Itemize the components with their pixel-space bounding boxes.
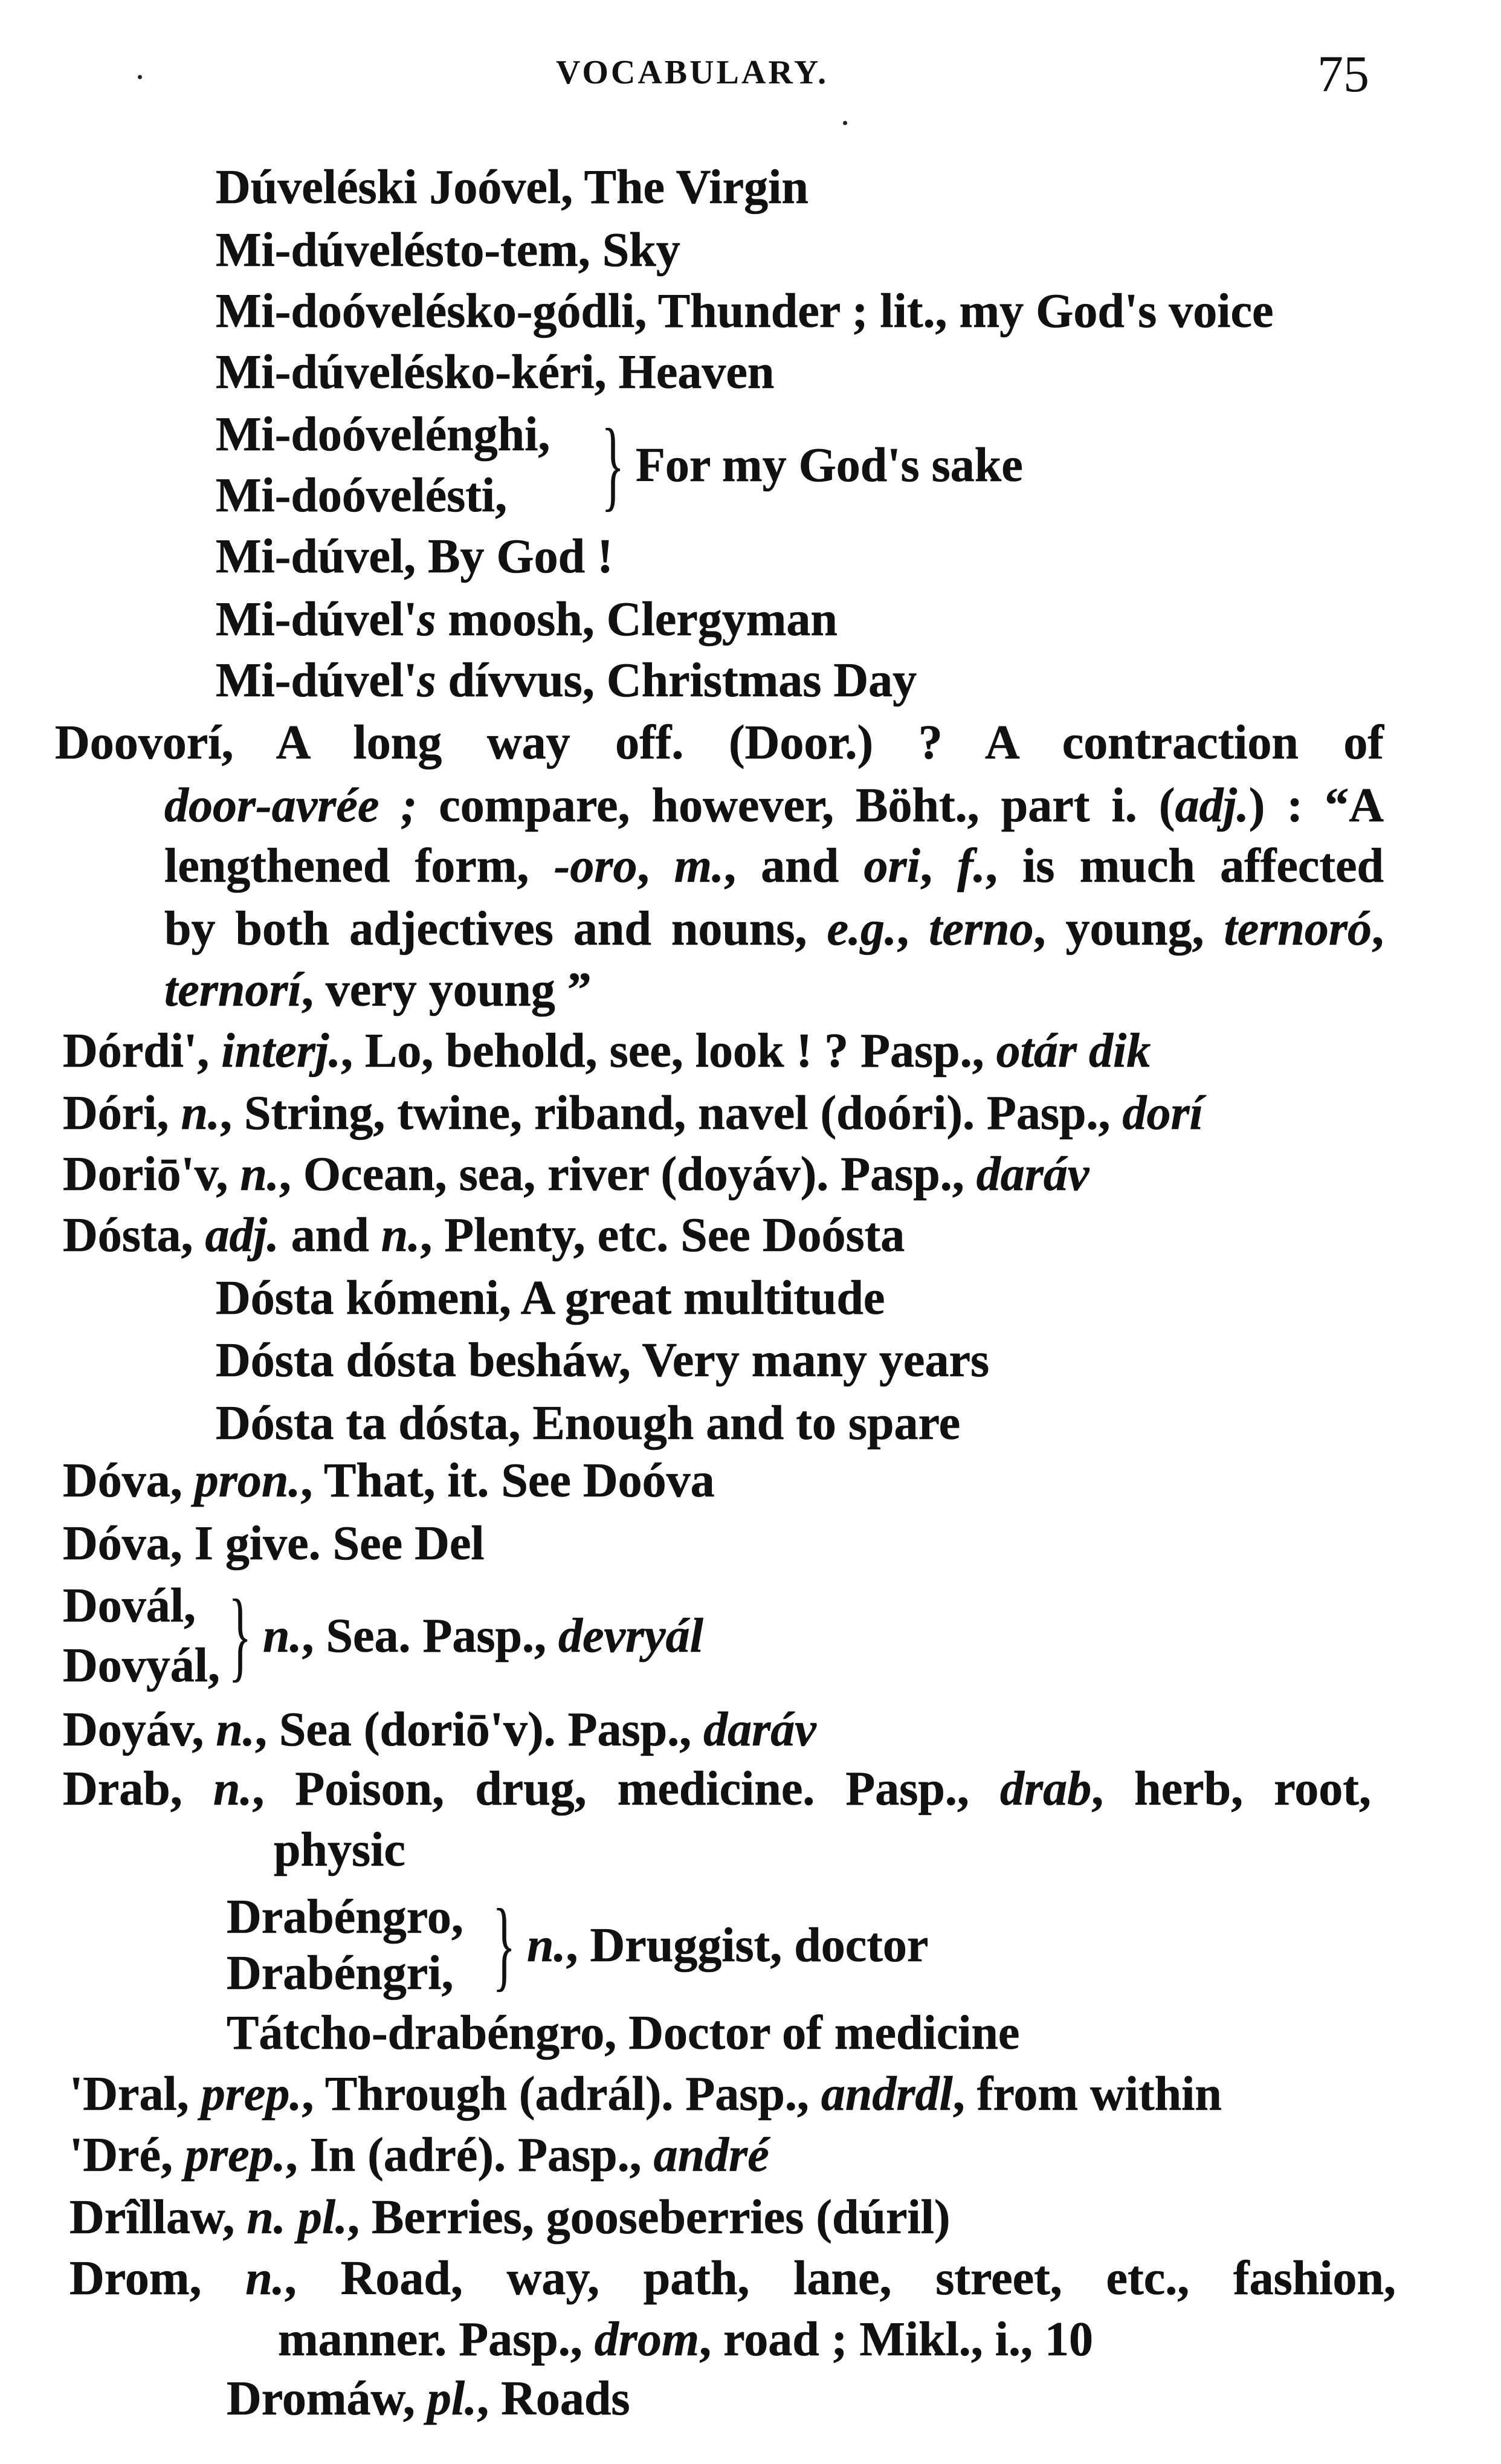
italic-text: ternorí [164, 963, 302, 1017]
text: , Through (adrál). Pasp., [302, 2068, 821, 2121]
italic-text: prep. [185, 2129, 286, 2182]
running-title: VOCABULARY. [556, 54, 829, 91]
entry-line [216, 342, 774, 403]
brace-glyph: } [601, 409, 625, 521]
text: , [637, 839, 674, 893]
italic-text: ternoró [1224, 902, 1372, 956]
italic-text: n. [216, 1703, 255, 1756]
text: For my God's sake [636, 438, 1023, 492]
entry-gloss [263, 1606, 703, 1666]
text: , [897, 902, 929, 956]
text: , String, twine, riband, navel (doóri). Pasp., [220, 1087, 1123, 1140]
text: lengthened form, [164, 839, 554, 893]
text: 'Dré, [69, 2129, 186, 2182]
text: Dósta, [63, 1209, 205, 1262]
entry-line [278, 2309, 1093, 2370]
text: , herb, root, [1091, 1762, 1371, 1816]
italic-text: daráv [976, 1148, 1089, 1201]
text: , road ; Mikl., i., 10 [699, 2313, 1094, 2366]
entry-line [216, 281, 1273, 341]
text: , very young ” [301, 963, 592, 1017]
italic-text: e.g. [827, 902, 897, 956]
entry-headword: Drabéngro, [227, 1890, 463, 1944]
entry-line [69, 2187, 951, 2248]
text: Dósta dósta besháw, Very many years [216, 1334, 990, 1387]
italic-text: s [417, 593, 436, 646]
entry-line [216, 589, 838, 650]
italic-text: n. [381, 1209, 421, 1262]
italic-text: andré [653, 2129, 769, 2182]
entry-line [69, 2125, 769, 2185]
text: , Road, way, path, lane, street, etc., fashion, [284, 2252, 1396, 2305]
text: , from within [952, 2068, 1222, 2121]
text: Drab, [63, 1762, 213, 1816]
page-number: 75 [1317, 45, 1369, 103]
brace-glyph: } [228, 1580, 252, 1692]
entry-line [63, 1144, 1089, 1205]
text: , Roads [477, 2372, 630, 2425]
text: Dósta ta dósta, Enough and to spare [216, 1397, 961, 1450]
entry-headword: Mi-doóvelénghi, [216, 408, 550, 461]
text: dívvus, Christmas Day [436, 654, 917, 707]
italic-text: door-avrée ; [164, 779, 418, 832]
entry-line [63, 1205, 905, 1266]
entry-gloss [527, 1915, 928, 1976]
text: Doriō'v, [63, 1148, 240, 1201]
italic-text: drab [999, 1762, 1092, 1816]
text: , [1372, 902, 1384, 956]
text: , Sea (doriō'v). Pasp., [254, 1703, 704, 1756]
text: manner. Pasp., [278, 2313, 595, 2366]
text: Dromáw, [227, 2372, 427, 2425]
italic-text: n. [527, 1918, 566, 1972]
text: Dóva, I give. See Del [63, 1517, 485, 1570]
text: 'Dral, [69, 2068, 201, 2121]
italic-text: adj. [1175, 779, 1249, 832]
italic-text: n. [245, 2252, 285, 2305]
italic-text: interj. [221, 1024, 341, 1078]
entry-line [216, 650, 917, 711]
entry-headword: Drabéngri, [227, 1947, 454, 2000]
entry-headword: Dovál, [63, 1579, 196, 1632]
entry-gloss [636, 435, 1023, 496]
text: ) : “A [1248, 779, 1384, 832]
italic-text: ori [863, 839, 920, 893]
entry-line [63, 1021, 1151, 1081]
text: Tátcho-drabéngro, Doctor of medicine [227, 2006, 1020, 2060]
entry-line [216, 1268, 885, 1328]
print-speck [138, 75, 142, 79]
text: Doovorí, A long way off. (Door.) ? A contraction of [55, 716, 1384, 769]
italic-text: drom [594, 2313, 700, 2366]
text: , Sea. Pasp., [302, 1609, 558, 1663]
entry-line [63, 1699, 816, 1760]
italic-text: n. [240, 1148, 279, 1201]
text: , Ocean, sea, river (doyáv). Pasp., [279, 1148, 976, 1201]
entry-line [216, 526, 613, 587]
text: Drom, [69, 2252, 246, 2305]
text: Drîllaw, [69, 2191, 247, 2244]
entry-line [274, 1820, 405, 1880]
italic-text: f. [957, 839, 986, 893]
text: , Druggist, doctor [566, 1918, 929, 1972]
text: , In (adré). Pasp., [285, 2129, 654, 2182]
italic-text: devryál [558, 1609, 703, 1663]
entry-line [164, 899, 1384, 959]
italic-text: m. [674, 839, 724, 893]
entry-line [227, 2369, 630, 2429]
italic-text: -oro [554, 839, 638, 893]
text: Dóri, [63, 1087, 181, 1140]
text: Mi-dúvel' [216, 593, 418, 646]
entry-line [164, 775, 1384, 836]
italic-text: adj. [205, 1209, 279, 1262]
text: and [279, 1209, 381, 1262]
entry-line [63, 1083, 1203, 1143]
italic-text: otár dik [996, 1024, 1151, 1078]
italic-text: andrdl [821, 2068, 953, 2121]
entry-line [216, 1330, 989, 1391]
entry-line [69, 2248, 1396, 2309]
entry-line [69, 2064, 1222, 2124]
entry-headword: Dovyál, [63, 1639, 220, 1692]
entry-line [63, 1759, 1371, 1819]
text: Doyáv, [63, 1703, 216, 1756]
italic-text: n. [263, 1609, 302, 1663]
text: compare, however, Böht., part i. ( [417, 779, 1175, 832]
italic-text: daráv [703, 1703, 816, 1756]
brace-glyph: } [492, 1889, 516, 2001]
entry-line [164, 836, 1384, 896]
text: by both adjectives and nouns, [164, 902, 827, 956]
entry-headword: Mi-doóvelésti, [216, 469, 508, 522]
entry-line [63, 1450, 715, 1511]
italic-text: n. pl. [247, 2191, 348, 2244]
text: Mi-dúvel' [216, 654, 418, 707]
text: Mi-doóvelésko-gódli, Thunder ; lit., my God's voice [216, 285, 1274, 338]
text: Mi-dúvelésko-kéri, Heaven [216, 346, 775, 399]
italic-text: prep. [201, 2068, 302, 2121]
entry-line [216, 1393, 960, 1454]
entry-line [227, 2003, 1019, 2063]
text: , young, [1033, 902, 1224, 956]
text: Dórdi', [63, 1024, 222, 1078]
italic-text: n. [213, 1762, 253, 1816]
text: , is much affected [985, 839, 1384, 893]
text: , Lo, behold, see, look ! ? Pasp., [341, 1024, 996, 1078]
print-speck [843, 121, 847, 125]
text: , and [723, 839, 864, 893]
entry-line [164, 960, 592, 1020]
text: Mi-dúvelésto-tem, Sky [216, 224, 680, 277]
text: Dósta kómeni, A great multitude [216, 1272, 885, 1325]
entry-line [216, 157, 809, 218]
text: , Plenty, etc. See Doósta [420, 1209, 905, 1262]
italic-text: pron. [194, 1454, 301, 1507]
text: , [920, 839, 958, 893]
italic-text: n. [181, 1087, 221, 1140]
text: Mi-dúvel, By God ! [216, 530, 613, 583]
italic-text: terno [929, 902, 1034, 956]
text: Dóva, [63, 1454, 195, 1507]
text: , That, it. See Doóva [300, 1454, 715, 1507]
text: , Berries, gooseberries (dúril) [347, 2191, 951, 2244]
entry-line [55, 713, 1384, 773]
text: physic [274, 1823, 405, 1877]
entry-line [63, 1513, 485, 1574]
italic-text: pl. [427, 2372, 477, 2425]
text: moosh, Clergyman [436, 593, 838, 646]
entry-line [216, 220, 680, 280]
italic-text: s [417, 654, 436, 707]
text: , Poison, drug, medicine. Pasp., [252, 1762, 1000, 1816]
text: Dúveléski Joóvel, The Virgin [216, 161, 809, 214]
italic-text: dorí [1122, 1087, 1203, 1140]
